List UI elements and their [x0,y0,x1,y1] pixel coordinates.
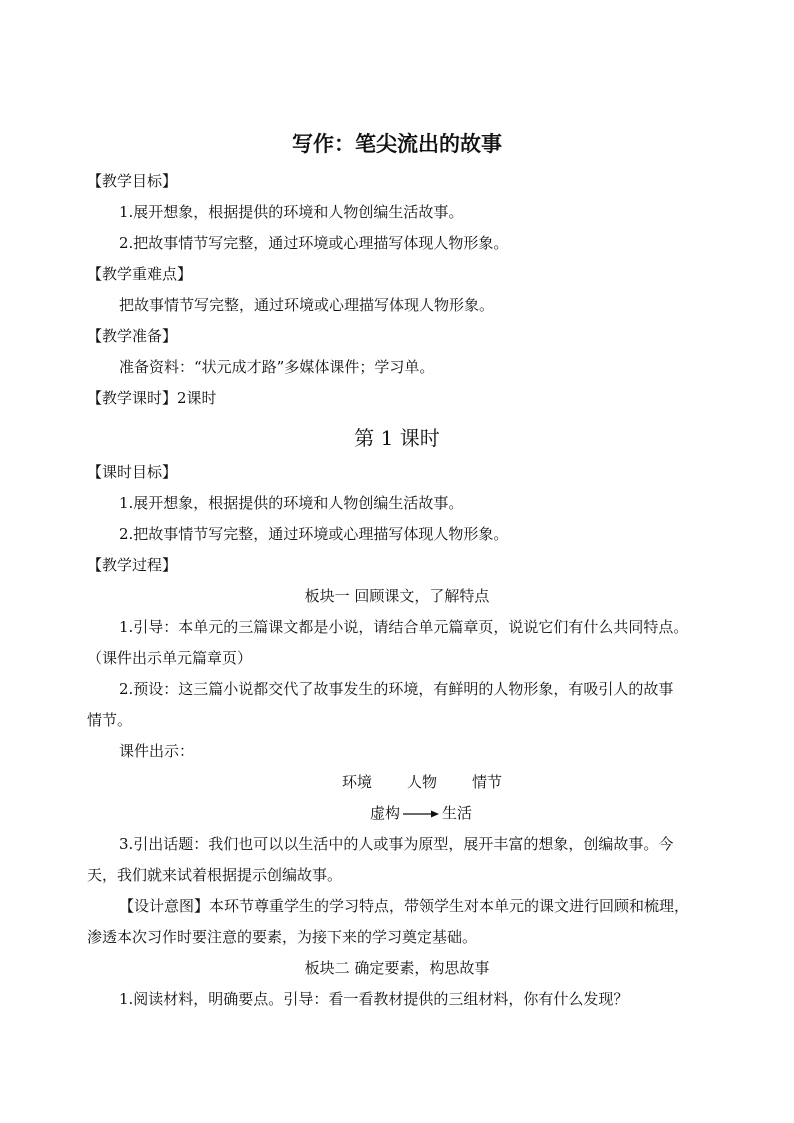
paragraph-3-line-2: 天，我们就来试着根据提示创编故事。 [87,866,343,884]
fiction-to-life [370,803,734,823]
teaching-goal-1: 1.展开想象，根据提供的环境和人物创编生活故事。 [119,203,464,221]
paragraph-2-line-2: 情节。 [87,711,133,729]
teaching-goals-heading: 【教学目标】 [87,172,178,190]
life-label: 生活 [442,804,473,822]
paragraph-4: 1.阅读材料，明确要点。引导：看一看教材提供的三组材料，你有什么发现？ [119,990,629,1008]
lesson-goal-2: 2.把故事情节写完整，通过环境或心理描写体现人物形象。 [119,525,509,543]
element-environment: 环境 [342,773,373,791]
lesson-goal-1: 1.展开想象，根据提供的环境和人物创编生活故事。 [119,494,464,512]
lesson-title: 第 1 课时 [354,426,440,450]
design-intent-line-1: 【设计意图】本环节尊重学生的学习特点，带领学生对本单元的课文进行回顾和梳理， [119,897,690,915]
element-plot: 情节 [472,773,503,791]
element-character: 人物 [407,773,438,791]
right-arrow-icon [402,809,440,819]
design-intent-line-2: 渗透本次习作时要注意的要素，为接下来的学习奠定基础。 [87,928,478,946]
key-points-text: 把故事情节写完整，通过环境或心理描写体现人物形象。 [119,296,495,314]
paragraph-2-line-1: 2.预设：这三篇小说都交代了故事发生的环境，有鲜明的人物形象，有吸引人的故事 [119,680,674,698]
class-hours: 【教学课时】2课时 [87,389,217,407]
teaching-goal-2: 2.把故事情节写完整，通过环境或心理描写体现人物形象。 [119,234,509,252]
key-points-heading: 【教学重难点】 [87,265,193,283]
block-one-heading: 板块一 回顾课文，了解特点 [304,587,490,605]
courseware-label: 课件出示： [119,742,195,760]
preparation-text: 准备资料：“状元成才路”多媒体课件；学习单。 [119,358,435,376]
fiction-label: 虚构 [370,804,401,822]
lesson-goals-heading: 【课时目标】 [87,463,178,481]
block-two-heading: 板块二 确定要素，构思故事 [304,959,490,977]
paragraph-1-line-1: 1.引导：本单元的三篇课文都是小说，请结合单元篇章页，说说它们有什么共同特点。 [119,618,689,636]
paragraph-3-line-1: 3.引出话题：我们也可以以生活中的人或事为原型，展开丰富的想象，创编故事。今 [119,835,674,853]
teaching-process-heading: 【教学过程】 [87,556,178,574]
preparation-heading: 【教学准备】 [87,327,178,345]
document-title: 写作：笔尖流出的故事 [292,131,502,156]
paragraph-1-line-2: （课件出示单元篇章页） [87,649,253,667]
